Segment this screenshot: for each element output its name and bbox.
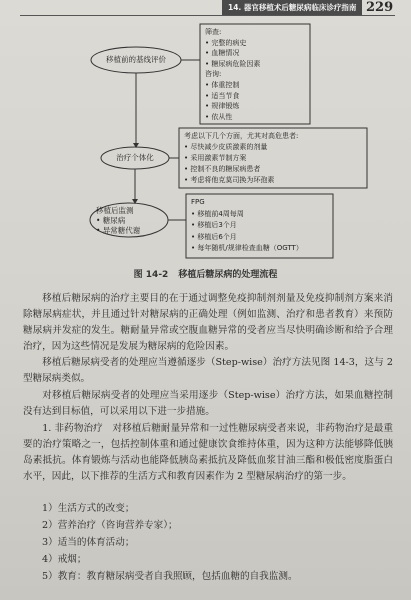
box-line: 考虑以下几个方面，尤其对高危患者: (184, 132, 299, 140)
paragraph: 移植后糖尿病的治疗主要目的在于通过调整免疫抑制剂剂量及免疫抑制剂方案来消除糖尿病症状，并且通过针对糖尿病的正确处理（例如监测、治疗和患者教育）来预防糖尿病并发症的发生。糖耐量异常或空腹血糖异常的受者应当尽快明确诊断和给予合理治疗，因为这些情况是发展为糖尿病的危险因素。 (23, 293, 393, 352)
screening-box-text (205, 27, 309, 122)
page-number: 229 (366, 0, 394, 15)
baseline-evaluation-label: 移植前的基线评价 (106, 55, 166, 64)
box-line: • 移植前4周每周 (191, 209, 244, 218)
list-item: 2）营养治疗（咨询营养专家）； (42, 520, 178, 531)
box-line: • 适当节食 (205, 91, 240, 100)
fpg-box-text (191, 197, 331, 255)
box-line: • 体重控制 (205, 80, 240, 89)
box-line: • 移植后3个月 (191, 221, 237, 229)
post-transplant-monitoring-label (96, 206, 162, 236)
box-line: • 糖尿病危险因素 (205, 59, 261, 68)
box-line: • 规律锻炼 (205, 102, 240, 111)
figure-number: 图 14-2 (133, 270, 169, 280)
box-line: • 采用激素节制方案 (184, 154, 247, 162)
figure-title: 移植后糖尿病的处理流程 (178, 270, 278, 280)
list-item: 1）生活方式的改变； (42, 503, 135, 514)
individualized-treatment-label: 治疗个体化 (116, 153, 154, 162)
box-line: • 控制不良的糖尿病患者 (184, 165, 261, 173)
monitoring-line: • 异常糖代谢 (96, 226, 141, 235)
box-line: • 血糖情况 (205, 49, 240, 58)
box-line: 筛查: (205, 28, 222, 36)
paragraph: 1. 非药物治疗 对移植后糖耐量异常和一过性糖尿病受者来说，非药物治疗是最重要的治疗策略之一，包括控制体重和通过健康饮食维持体重，因为这种方法能够降低胰岛素抵抗。体育锻炼与活动也能降低胰岛素抵抗及降低血浆甘油三酯和极低密度脂蛋白水平，因此，以下推荐的生活方式和教育因素作为 2 型糖尿病治疗的第一步。 (23, 423, 393, 482)
box-line: • 依从性 (205, 112, 233, 121)
monitoring-line: • 糖尿病 (96, 216, 126, 225)
box-line: FPG (191, 198, 205, 206)
box-line: • 尽快减少皮质激素的剂量 (184, 143, 268, 151)
box-line: • 完整的病史 (205, 38, 247, 47)
paragraph: 对移植后糖尿病受者的处理应当采用逐步（Step-wise）治疗方法，如果血糖控制没有达到目标值，可以采用以下进一步措施。 (23, 390, 393, 417)
monitoring-line: 移植后监测 (96, 206, 134, 215)
box-line: • 每年随机/规律检查血糖（OGTT） (191, 244, 303, 252)
box-line: 咨询: (205, 70, 222, 79)
box-line: • 考虑将他克莫司换为环孢素 (184, 176, 275, 184)
list-item: 3）适当的体育活动； (42, 537, 135, 548)
figure-caption (0, 267, 411, 280)
list-item: 4）戒烟； (42, 554, 87, 565)
box-line: • 移植后6个月 (191, 232, 237, 241)
list-item: 5）教育：教育糖尿病受者自我照顾，包括血糖的自我监测。 (42, 571, 298, 582)
considerations-box-text (184, 131, 366, 186)
chapter-header: 14. 器官移植术后糖尿病临床诊疗指南 (222, 0, 362, 15)
paragraph: 移植后糖尿病受者的处理应当遵循逐步（Step-wise）治疗方法见图 14-3，这与 2 型糖尿病类似。 (23, 357, 393, 384)
